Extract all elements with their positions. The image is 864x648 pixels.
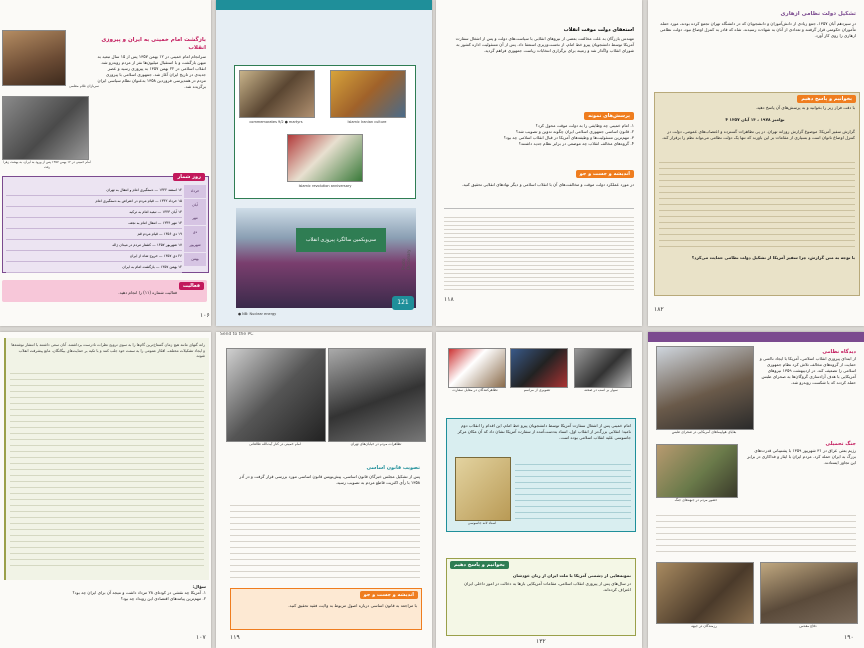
- section-heading-2: جنگ تحمیلی: [825, 441, 856, 447]
- timeline-row: ۱۵ خرداد ۱۳۴۲ — قیام مردم در اعتراض به دستگیری امام: [6, 196, 182, 207]
- caption-wreckage: بقایای هواپیماهای آمریکایی در صحرای طبس: [671, 430, 737, 434]
- timeline-title: روز شمار: [173, 173, 205, 181]
- page-119: [216, 332, 432, 648]
- photo-rider: [574, 348, 632, 388]
- timeline-row: ۲۶ دی ۱۳۵۷ — خروج شاه از ایران: [6, 251, 182, 262]
- photo-mourners: [239, 70, 315, 118]
- timeline-row: ۱۴ اسفند ۱۳۴۲ — دستگیری امام و انتقال به تهران: [6, 185, 182, 196]
- think-head: اندیشه و جست و جو: [576, 170, 634, 178]
- photo-shrine: [330, 70, 406, 118]
- page-number: ۱۸۲: [654, 306, 664, 313]
- section-body: سرانجام امام خمینی در ۱۲ بهمن ۱۳۵۷ پس از ۱۵ سال تبعید به میهن بازگشت و با استقبال میلیون‌ها نفر از مردم روبه‌رو شد. انقلاب اسلامی در ۲۲ بهمن ۱۳۵۷ به پیروزی رسید و عصر جدیدی در تاریخ ایران آغاز شد. جمهوری اسلامی با پیروزی مردم در همه‌پرسی فروردین ۱۳۵۸ به‌عنوان نظام سیاسی ایران برگزیده شد.: [97, 54, 206, 89]
- photo-protest: [448, 348, 506, 388]
- timeline-row: ۱۳ آبان ۱۳۴۳ — تبعید امام به ترکیه: [6, 207, 182, 218]
- photo-leaders: [226, 348, 326, 442]
- image-collage: [234, 65, 416, 199]
- page-106: [0, 0, 211, 326]
- panel-body: رانه گنهای مانند هیچ زمان گستاخ‌ترین گام‌ها را به سوی ترویج نظرات نادرست برداشتند. آنان سعی داشتند با انتشار نوشته‌ها و ایجاد تشکیلات مختلف، افکار عمومی را به سمت خود جلب کنند و با تکیه بر حمایت‌های بیگانگان، مانع پیشرفت انقلاب شوند.: [11, 342, 205, 358]
- photo-soldiers: [2, 30, 66, 86]
- timeline-row: ۱۲ بهمن ۱۳۵۷ — بازگشت امام به ایران: [6, 262, 182, 273]
- section-heading-1: دیدگاه نظامی: [822, 349, 856, 355]
- answer-text: در سال‌های پس از پیروزی انقلاب اسلامی، مقامات آمریکایی بارها به دخالت در امور داخلی ایران اعتراف کرده‌اند.: [464, 581, 631, 592]
- caption-soldiers-1: رزمندگان در جبهه: [691, 624, 717, 628]
- book-caption: اسناد لانه جاسوسی: [467, 521, 497, 525]
- question-text: با توجه به متن گزارش، چرا سفیر آمریکا از تشکیل دولت نظامی حمایت می‌کرد؟: [691, 255, 855, 260]
- page-number: ۱۰۶: [200, 312, 210, 319]
- section-body-2: رژیم بعثی عراق در ۳۱ شهریور ۱۳۵۹ با پشتیبانی قدرت‌های بزرگ به ایران حمله کرد. مردم ایران با ایثار و فداکاری در برابر این تجاوز ایستادند.: [747, 448, 856, 465]
- page-number: 121: [397, 299, 409, 306]
- photo-soldiers-2: [760, 562, 858, 624]
- photo-caption-mid: امام خمینی در ۱۲ بهمن ۱۳۵۷ پس از ورود به ایران، به بهشت زهرا رفت: [3, 160, 91, 169]
- top-stripe: [216, 0, 432, 10]
- page-182: [648, 0, 864, 326]
- page-107: [0, 332, 211, 648]
- caption-protest: تظاهرکنندگان در مقابل سفارت: [452, 388, 498, 392]
- timeline-row: ۱۷ شهریور ۱۳۵۷ — کشتار مردم در میدان ژاله: [6, 240, 182, 251]
- section-lines: [230, 500, 420, 580]
- section-body: پس از تشکیل مجلس خبرگان قانون اساسی، پیش‌نویس قانون اساسی مورد بررسی قرار گرفت و در آذر ۱۳۵۸ با رأی اکثریت قاطع مردم به تصویب رسید.: [239, 474, 420, 485]
- page-number-badge: [392, 296, 414, 310]
- question-item: ۳. مهم‌ترین مسئولیت‌ها و وظیفه‌های آمریکا در قبال انقلاب اسلامی چه بود؟: [503, 135, 634, 140]
- photo-crowd: [2, 96, 89, 160]
- read-answer-text: با دقت فراز زیر را بخوانید و به پرسش‌های آن پاسخ دهید.: [755, 105, 855, 110]
- page-number: ۱۰۷: [196, 634, 206, 641]
- page-190: [648, 332, 864, 648]
- caption-front: حضور مردم در جبهه‌های جنگ: [674, 498, 718, 502]
- caption-rider: سوار بر اسب در صحنه: [584, 388, 618, 392]
- embassy-box: [446, 418, 636, 532]
- section-body: مهندس بازرگان به علت مخالفت بعضی از نیروهای انقلابی با سیاست‌های دولت و پس از اشغال سفارت آمریکا توسط دانشجویان پیرو خط امام، از نخست‌وزیری استعفا داد. پس از آن مسئولیت اداره کشور به شورای انقلاب واگذار شد و زمینه برای برگزاری انتخابات ریاست جمهوری فراهم گردید.: [455, 36, 634, 53]
- timeline-table: [2, 176, 209, 273]
- photo-ceremony: [510, 348, 568, 388]
- photo-soldiers-1: [656, 562, 754, 624]
- photo-rally: [287, 134, 363, 182]
- section-body: در سیزدهم آبان ۱۳۵۷، جمع زیادی از دانش‌آموزان و دانشجویان که در دانشگاه تهران تجمع کرده بودند، مورد حمله مأموران حکومتی قرار گرفتند و تعدادی از آنان به شهادت رسیدند. شاه که قادر به کنترل اوضاع نبود، دولت نظامی ازهاری را روی کار آورد.: [659, 21, 856, 38]
- questions-head: پرسش‌های نمونه: [584, 112, 634, 120]
- embassy-text: امام خمینی پس از اشغال سفارت آمریکا توسط دانشجویان پیرو خط امام، این اقدام را انقلاب دوم نامید؛ انقلابی بزرگ‌تر از انقلاب اول. اسناد به‌دست‌آمده از سفارت آمریکا نشان داد که آن مکان مرکز جاسوسی علیه انقلاب اسلامی بوده است.: [457, 423, 631, 440]
- section-heading: استعفای دولت موقت انقلاب: [563, 27, 634, 33]
- book-image: [455, 457, 511, 521]
- top-stripe: [648, 332, 864, 342]
- page-132: [436, 332, 642, 648]
- document-lines: [659, 157, 855, 247]
- answer-head: بخوانیم و پاسخ دهیم: [450, 561, 509, 569]
- box-lines: [515, 459, 631, 519]
- think-head: اندیشه و جست‌ و جو: [360, 591, 418, 599]
- panel-lines: [10, 368, 204, 568]
- photo-front: [656, 444, 738, 498]
- document-text: گزارش سفیر آمریکا: موضوع گزارش روزانه تهران. در پی تظاهرات گسترده و اعتصاب‌های عمومی، دولت در کنترل اوضاع ناتوان است و بسیاری از مقامات بر این باورند که تنها یک دولت نظامی می‌تواند نظم را برقرار کند.: [661, 129, 855, 140]
- page-121: [216, 0, 432, 326]
- timeline-label: دی: [184, 226, 206, 239]
- caption-ceremony: تصویری از مراسم: [523, 388, 551, 392]
- timeline-label: آبان: [184, 199, 206, 212]
- section-lines: [656, 510, 856, 554]
- question-2: ۲. مهم‌ترین پیامدهای اقتصادی این رویداد چه بود؟: [120, 596, 206, 601]
- photo-marching-students: [236, 208, 416, 308]
- timeline-label: شهریور: [184, 239, 206, 252]
- page-number: ۱۱۹: [230, 634, 240, 641]
- page-number: ۱۱۸: [444, 296, 454, 303]
- think-text: در مورد عملکرد دولت موقت و مخالفت‌های آن با انقلاب اسلامی و دیگر نهادهای انقلابی تحقیق کنید.: [461, 182, 634, 187]
- think-box: [444, 170, 634, 204]
- question-item: ۱. امام خمینی چه وظایفی را به دولت موقت محول کرد؟: [535, 123, 634, 128]
- document-date: ۴ نوامبر ۱۹۷۸ ، ۱۳ آبان ۱۳۵۷: [725, 117, 785, 122]
- caption-commemorates: commemorates 9/2 ● martyrs: [249, 120, 303, 124]
- section-heading: بازگشت امام خمینی به ایران و پیروزی انقلاب: [101, 37, 206, 51]
- question-item: ۴. گروه‌های مخالف انقلاب چه موضعی در برابر نظام جدید داشتند؟: [518, 141, 634, 146]
- photo-credit: Photo Dictionary: [401, 249, 411, 270]
- activity-text: فعالیت شماره (۱۱) را انجام دهید.: [118, 290, 177, 295]
- banner: سی‌و‌یکمین سالگرد پیروزی انقلاب: [296, 228, 386, 252]
- page-number: ۱۳۲: [536, 638, 546, 645]
- divider: [444, 208, 634, 209]
- footnote-block: [444, 214, 634, 292]
- questions-label: سؤال:: [192, 584, 206, 589]
- photo-wreckage: [656, 346, 754, 430]
- answer-title: نمونه‌هایی از دشمنی آمریکا با ملت ایران از زبان خودشان: [512, 573, 631, 578]
- think-box: [230, 588, 422, 630]
- question-1: ۱. آمریکا چه نقشی در کودتای ۲۸ مرداد داشت و نتیجه آن برای ایران چه بود؟: [72, 590, 206, 595]
- page-number: ۱۹۰: [844, 634, 854, 641]
- photo-caption-top: سربازان غلام‌‌ معلمی: [68, 84, 100, 88]
- page-118: [436, 0, 642, 326]
- caption-anniversary: Islamic revolution anniversary: [298, 184, 352, 188]
- timeline-row: ۱۹ دی ۱۳۵۶ — قیام مردم قم: [6, 229, 182, 240]
- section-heading: تصویب قانون اساسی: [366, 465, 420, 471]
- activity-box: [2, 280, 207, 302]
- read-answer-head: بخوانیم و پاسخ دهیم: [797, 95, 856, 103]
- header-label: Send to the PC: [220, 332, 254, 337]
- section-body-1: از ابتدای پیروزی انقلاب اسلامی، آمریکا با ایجاد ناامنی و حمایت از گروه‌های مخالف تلاش کرد نظام جمهوری اسلامی را تضعیف کند. در اردیبهشت ۱۳۵۹ نیروهای آمریکایی با هدف آزادسازی گروگان‌ها به صحرای طبس حمله کردند که با شکست روبه‌رو شد.: [759, 356, 856, 385]
- think-text: با مراجعه به قانون اساسی درباره اصول مربوط به ولایت فقیه تحقیق کنید.: [288, 603, 417, 608]
- timeline-label: بهمن: [184, 253, 206, 266]
- photo-demonstration: [328, 348, 426, 442]
- question-item: ۲. قانون اساسی جمهوری اسلامی ایران چگونه تدوین و تصویب شد؟: [515, 129, 634, 134]
- section-heading: تشکیل دولت نظامی ازهاری: [780, 11, 856, 17]
- caption-nuclear: ● NB: Nuclear energy: [238, 312, 277, 316]
- answer-box: [446, 558, 636, 636]
- timeline-label: خرداد: [184, 185, 206, 198]
- caption-soldiers-2: دفاع مقدس: [799, 624, 817, 628]
- read-answer-box: [654, 92, 860, 296]
- activity-label: فعالیت: [179, 282, 204, 290]
- caption-culture: Islamic Iranian culture: [347, 120, 387, 124]
- timeline-row: ۱۳ مهر ۱۳۴۴ — انتقال امام به نجف: [6, 218, 182, 229]
- caption-leaders: امام خمینی در کنار آیت‌الله طالقانی: [249, 442, 301, 446]
- questions-box: [444, 112, 634, 164]
- text-panel: [4, 338, 209, 580]
- timeline-label: مهر: [184, 212, 206, 225]
- caption-demonstration: تظاهرات مردم در خیابان‌های تهران: [350, 442, 402, 446]
